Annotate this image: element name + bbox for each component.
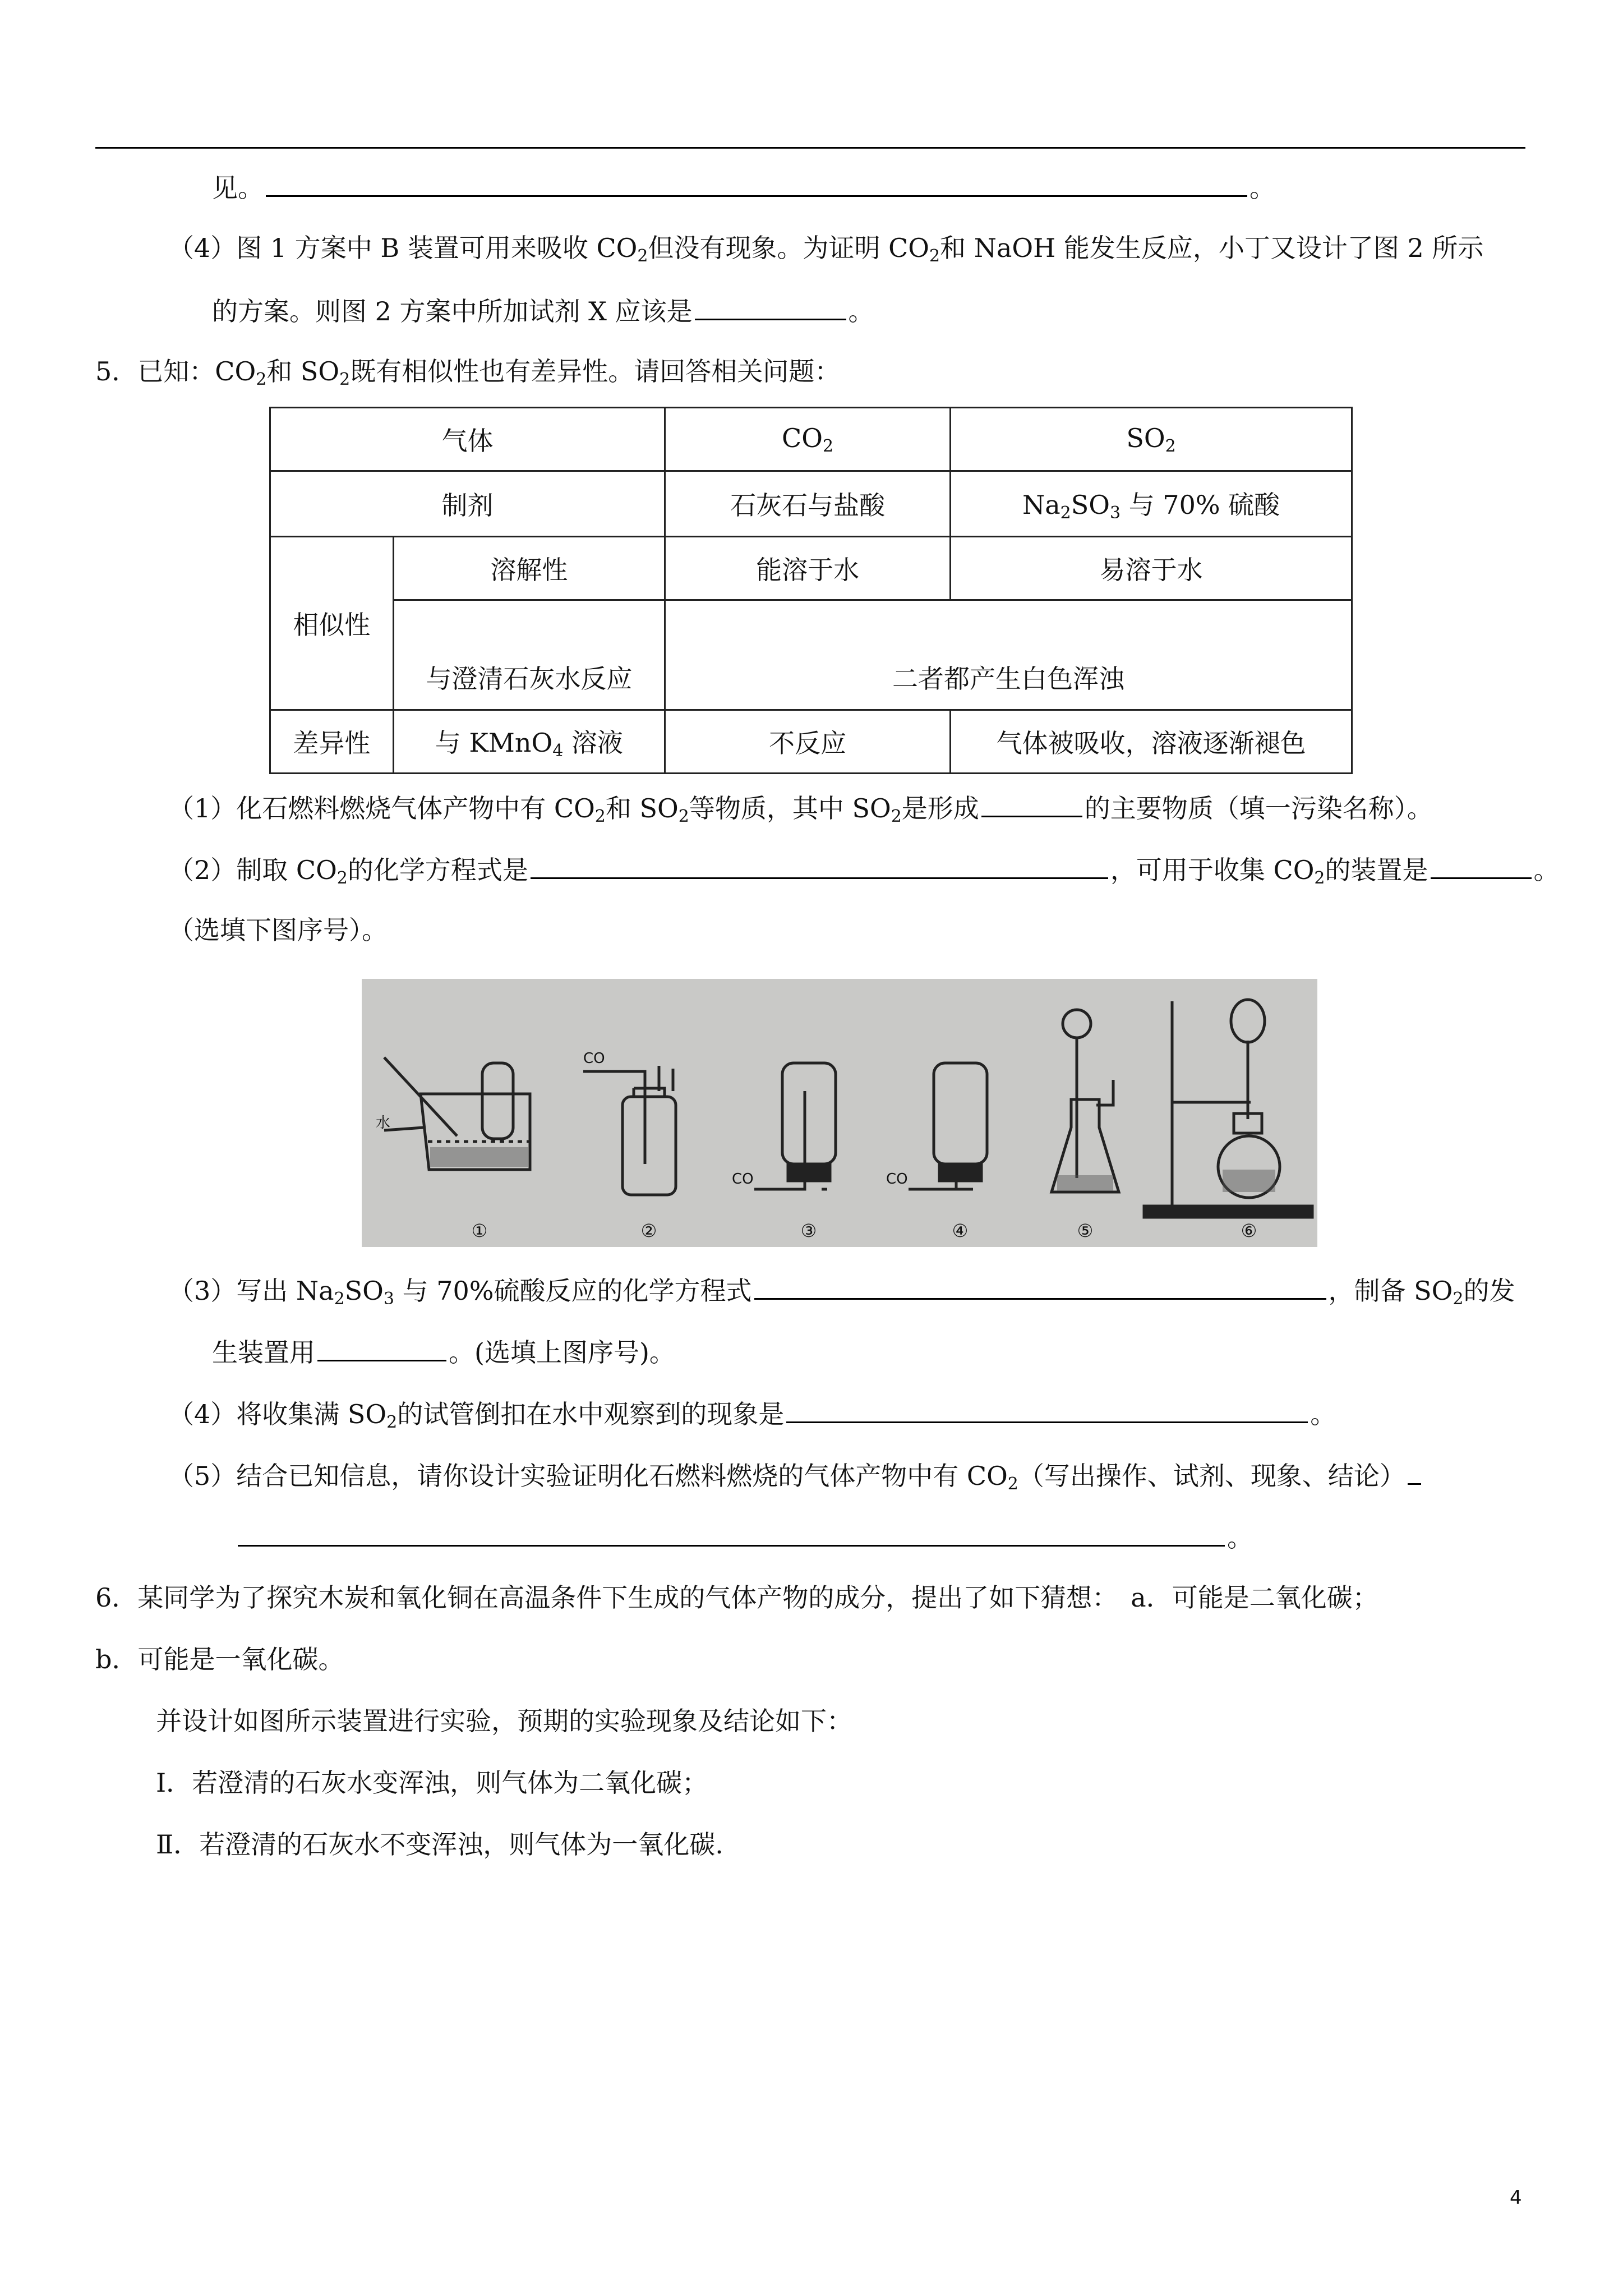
q6-line3: 并设计如图所示装置进行实验，预期的实验现象及结论如下：	[156, 1706, 852, 1736]
q5-part3-line2: 生装置用 。(选填上图序号)。	[212, 1334, 675, 1369]
answer-blank[interactable]	[317, 1334, 446, 1361]
answer-blank[interactable]	[1408, 1457, 1421, 1485]
reagent-so2: $Na_2SO_3$ 与 70% 硫酸	[951, 471, 1352, 537]
q6-line1: 6．某同学为了探究木炭和氧化铜在高温条件下生成的气体产物的成分，提出了如下猜想： a．可能是二氧化碳；	[95, 1582, 1378, 1613]
solubility-label: 溶解性	[393, 537, 665, 600]
table-row	[270, 408, 1352, 471]
label-3: ③	[800, 1220, 817, 1241]
label-1: ①	[471, 1220, 488, 1241]
solubility-so2: 易溶于水	[951, 537, 1352, 600]
kmno4-so2: 气体被吸收，溶液逐渐褪色	[951, 710, 1352, 774]
bottle-2	[623, 1097, 676, 1195]
limewater-label: 与澄清石灰水反应	[393, 600, 665, 710]
co2-label-2: CO	[732, 1171, 754, 1188]
table-row	[270, 600, 1352, 710]
q5-part5: （5）结合已知信息，请你设计实验证明化石燃料燃烧的气体产物中有 $CO_2$（写出操作、试剂、现象、结论）	[168, 1457, 1423, 1501]
apparatus-figure	[362, 979, 1317, 1247]
q6-line2: b．可能是一氧化碳。	[95, 1644, 344, 1674]
q5-part4: （4）将收集满 $SO_2$的试管倒扣在水中观察到的现象是 。	[168, 1396, 1336, 1439]
answer-blank[interactable]	[531, 852, 1108, 879]
q4-item4-line2: 的方案。则图 2 方案中所加试剂 X 应该是 。	[212, 293, 874, 328]
label-5: ⑤	[1077, 1220, 1094, 1241]
co2-label-3: CO	[886, 1171, 908, 1188]
answer-blank[interactable]	[754, 1272, 1326, 1300]
q5-part1: （1）化石燃料燃烧气体产物中有 $CO_2$和 $SO_2$等物质，其中 $SO_2$是形成 的主要物质（填一污染名称）。	[168, 790, 1433, 834]
q5-part2: （2）制取 $CO_2$的化学方程式是 ，可用于收集 $CO_2$的装置是 。	[168, 852, 1560, 895]
q5-part5-line2: 。	[236, 1519, 1253, 1554]
answer-blank[interactable]	[1431, 852, 1532, 879]
separatory-funnel	[1231, 1000, 1265, 1042]
header-rule	[95, 147, 1525, 149]
q5-part2-line2: （选填下图序号）。	[168, 915, 388, 945]
table-row	[270, 537, 1352, 600]
co2-label-1: CO	[583, 1050, 605, 1067]
water-label: 水	[376, 1115, 391, 1131]
reagent-label: 制剂	[270, 471, 665, 537]
test-tube	[482, 1063, 513, 1139]
q5-stem: 5．已知：$CO_2$和 $SO_2$既有相似性也有差异性。请回答相关问题：	[95, 356, 841, 389]
bottle-3	[782, 1063, 836, 1164]
bottle-4	[934, 1063, 987, 1164]
answer-blank[interactable]	[266, 169, 1247, 197]
table-row	[270, 710, 1352, 774]
q4-line1	[212, 169, 1275, 205]
table-row	[270, 471, 1352, 537]
q6-line4: Ⅰ．若澄清的石灰水变浑浊，则气体为二氧化碳；	[156, 1768, 708, 1798]
kmno4-co2: 不反应	[665, 710, 951, 774]
limewater-both: 二者都产生白色浑浊	[665, 600, 1352, 710]
kmno4-label: 与 KMnO$_4$ 溶液	[393, 710, 665, 774]
page-number: 4	[1510, 2187, 1522, 2209]
q4-line1-suffix: 。	[1249, 173, 1275, 203]
q4-line1-prefix: 见。	[212, 173, 264, 203]
apparatus-drawing	[362, 979, 1317, 1247]
header-gas: 气体	[270, 408, 665, 471]
answer-blank[interactable]	[981, 790, 1082, 817]
answer-blank[interactable]	[786, 1396, 1308, 1423]
label-6: ⑥	[1241, 1220, 1257, 1241]
answer-blank[interactable]	[695, 293, 846, 320]
similarity-label: 相似性	[270, 537, 394, 710]
label-4: ④	[952, 1220, 969, 1241]
reagent-co2: 石灰石与盐酸	[665, 471, 951, 537]
q5-part3: （3）写出 $Na_2SO_3$ 与 70%硫酸反应的化学方程式 ，制备 $SO_2$的发	[168, 1272, 1515, 1316]
header-co2: $CO_2$	[665, 408, 951, 471]
label-2: ②	[640, 1220, 657, 1241]
comparison-table	[269, 407, 1353, 774]
answer-blank[interactable]	[238, 1519, 1225, 1547]
q4-item4-line1: （4）图 1 方案中 B 装置可用来吸收 $CO_2$但没有现象。为证明 $CO_2$和 NaOH 能发生反应，小丁又设计了图 2 所示	[168, 233, 1484, 266]
q6-line5: Ⅱ．若澄清的石灰水不变浑浊，则气体为一氧化碳.	[156, 1829, 723, 1860]
delivery-tube	[384, 1057, 457, 1136]
difference-label: 差异性	[270, 710, 394, 774]
solubility-co2: 能溶于水	[665, 537, 951, 600]
header-so2: $SO_2$	[951, 408, 1352, 471]
